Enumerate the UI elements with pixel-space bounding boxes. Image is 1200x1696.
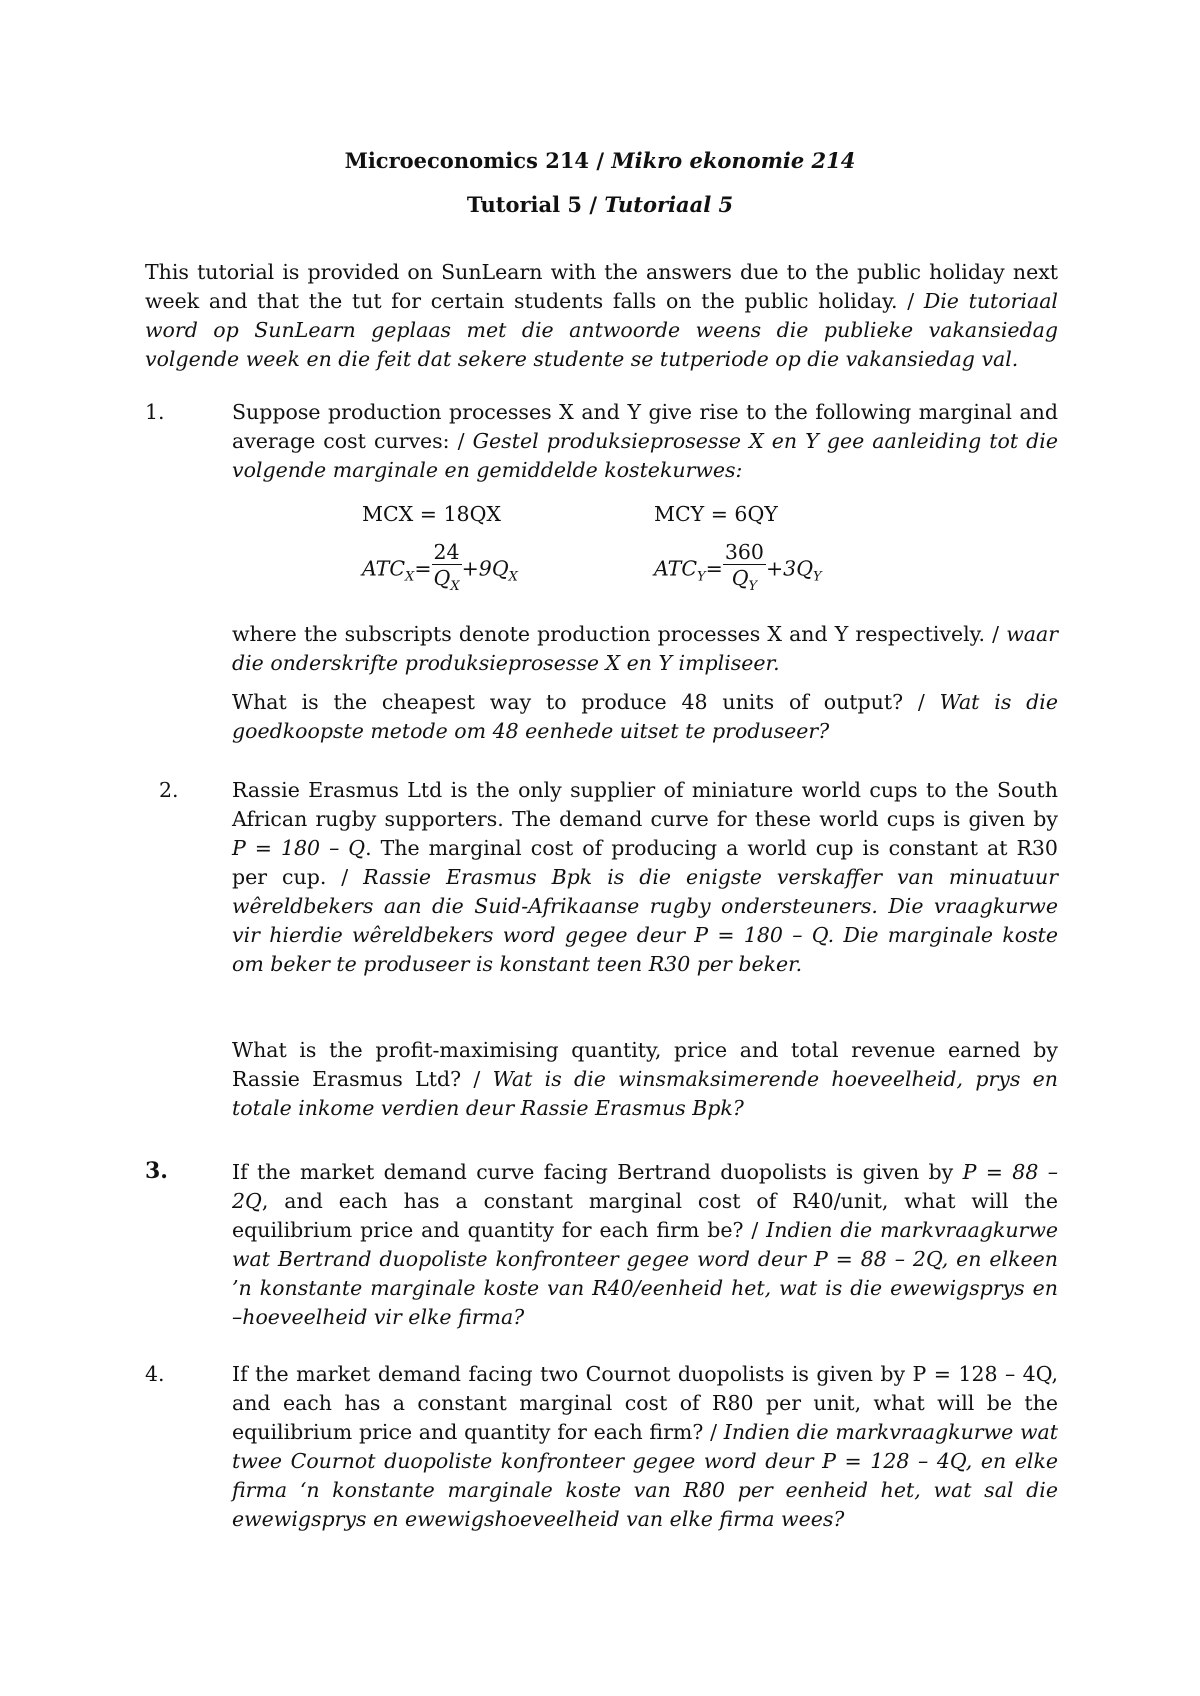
question-1-number: 1. — [145, 400, 165, 424]
fraction-atcx: $\frac{24}{Q_X}$ — [433, 540, 460, 595]
fraction-atcy: $\frac{360}{Q_Y}$ — [724, 540, 764, 595]
question-4-text: If the market demand facing two Cournot duopolists is given by P = 128 – 4Q, and each has a constant marginal cost of R80 per unit, what will be the equilibrium price and quantity for each firm? / Indien die markvraagkurwe wat twee Cournot duopoliste konfronteer gegee word deur P = 128 – 4Q, en elke firma ‘n konstante marginale koste van R80 per eenheid het, wat sal die ewewigsprys en ewewigshoeveelheid van elke firma wees? — [232, 1362, 1058, 1531]
question-3-text: If the market demand curve facing Bertrand duopolists is given by P = 88 – 2Q, and each has a constant marginal cost of R40/unit, what will the equilibrium price and quantity for each firm be? / Indien die markvraagkurwe wat Bertrand duopoliste konfronteer gegee word deur P = 88 – 2Q, en elkeen ’n konstante marginale koste van R40/eenheid het, wat is die ewewigsprys en –hoeveelheid vir elke firma? — [232, 1160, 1059, 1329]
formula-mcy: MCY = 6QY — [654, 502, 778, 526]
page-subtitle: Tutorial 5 / Tutoriaal 5 — [466, 192, 734, 217]
page-title: Microeconomics 214 / Mikro ekonomie 214 — [344, 148, 856, 173]
question-4-number: 4. — [145, 1362, 165, 1386]
question-3-number: 3. — [145, 1158, 168, 1184]
question-1-text: Suppose production processes X and Y give rise to the following marginal and average cost curves: / Gestel produksieprosesse X en Y gee aanleiding tot die volgende marginale en gemiddelde kostekurwes: — [232, 400, 1058, 482]
formula-atcy: $ATC_Y=$ $\frac{360}{Q_Y}$ $+3Q_Y$ — [654, 540, 822, 600]
question-1-question: What is the cheapest way to produce 48 units of output? / Wat is die goedkoopste metode om 48 eenhede uitset te produseer? — [232, 690, 1058, 743]
question-2-question: What is the profit-maximising quantity, price and total revenue earned by Rassie Erasmus Ltd? / Wat is die winsmaksimerende hoeveelheid, prys en totale inkome verdien deur Rassie Erasmus Bpk? — [232, 1038, 1058, 1120]
formula-atcx: $ATC_X=$ $\frac{24}{Q_X}$ $+9Q_X$ — [362, 540, 518, 600]
formula-mcx: MCX = 18QX — [362, 502, 501, 526]
question-1-where: where the subscripts denote production processes X and Y respectively. / waar die onderskrifte produksieprosesse X en Y impliseer. — [232, 622, 1058, 675]
intro-paragraph: This tutorial is provided on SunLearn with the answers due to the public holiday next week and that the tut for certain students falls on the public holiday. / Die tutoriaal word op SunLearn geplaas met die antwoorde weens die publieke vakansiedag volgende week en die feit dat sekere studente se tutperiode op die vakansiedag val. — [145, 260, 1058, 371]
question-2-number: 2. — [159, 778, 179, 802]
question-2-text: Rassie Erasmus Ltd is the only supplier of miniature world cups to the South African rugby supporters. The demand curve for these world cups is given by P = 180 – Q. The marginal cost of producing a world cup is constant at R30 per cup. / Rassie Erasmus Bpk is die enigste verskaffer van minuatuur wêreldbekers aan die Suid-Afrikaanse rugby ondersteuners. Die vraagkurwe vir hierdie wêreldbekers word gegee deur P = 180 – Q. Die marginale koste om beker te produseer is konstant teen R30 per beker. — [232, 778, 1058, 976]
